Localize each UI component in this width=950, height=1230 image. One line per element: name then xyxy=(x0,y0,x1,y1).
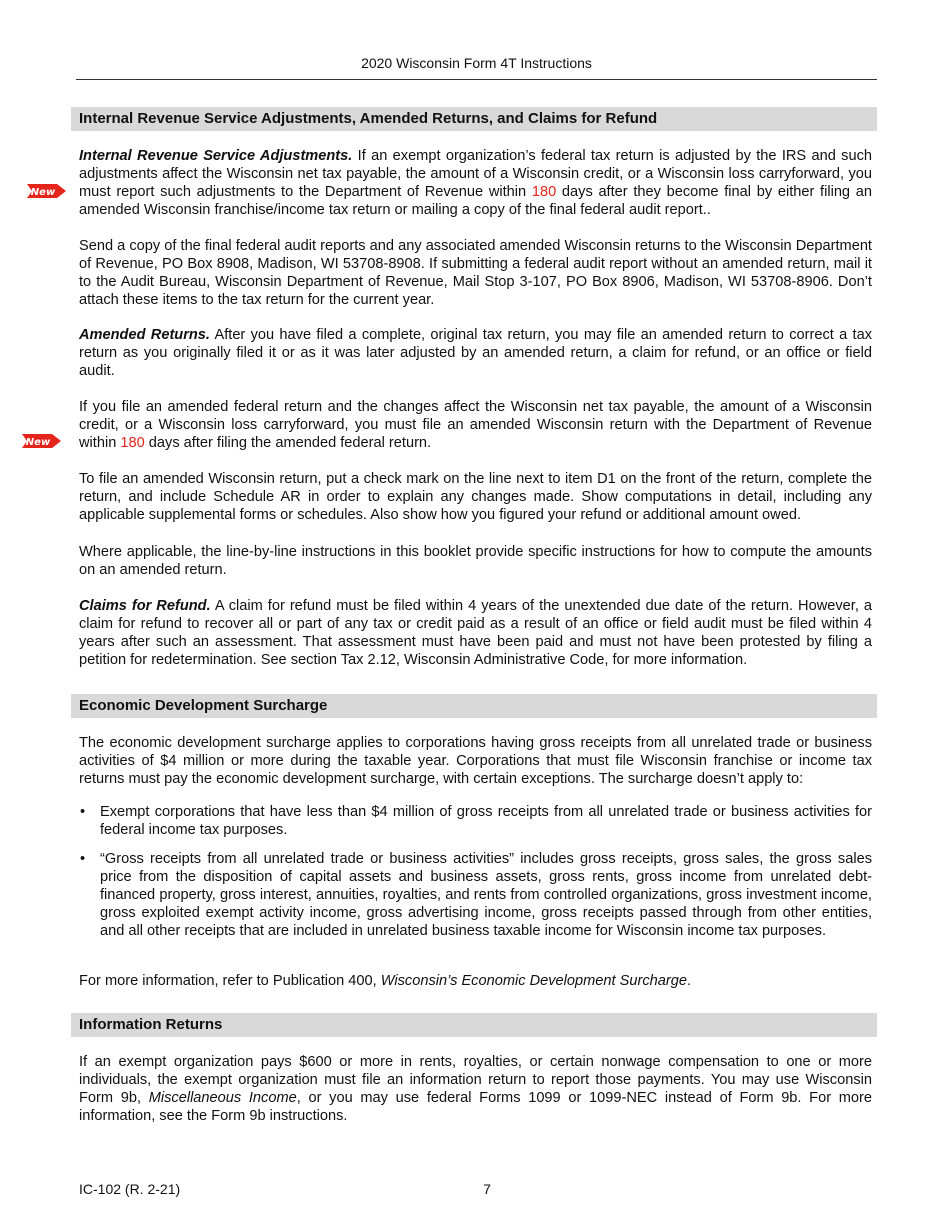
new-badge-arrow-icon xyxy=(27,183,67,199)
list-item xyxy=(79,803,872,839)
bullet-text-exempt-corporations: Exempt corporations that have less than $4 million of gross receipts from all unrelated trade or business activities for federal income tax purposes. xyxy=(100,804,872,838)
paragraph-information-returns xyxy=(79,1053,872,1125)
page-header-title: 2020 Wisconsin Form 4T Instructions xyxy=(361,55,592,71)
text-eds-more-info: For more information, refer to Publication 400, xyxy=(79,973,381,989)
text-claims-for-refund: A claim for refund must be filed within 4 years of the unextended due date of the return. However, a claim for refund to recover all or part of any tax or credit paid as a result of an office or field audit must be filed within 4 years after such an assessment. That assessment must have been paid and must not have been protested by filing a petition for redetermination. See section Tax 2.12, Wisconsin Administrative Code, for more information. xyxy=(79,598,872,668)
paragraph-amended-federal xyxy=(79,398,872,452)
days-180-highlight: 180 xyxy=(531,184,557,200)
paragraph-eds-intro: The economic development surcharge applies to corporations having gross receipts from all unrelated trade or business activities of $4 million or more during the taxable year. Corporations that must file Wisconsin franchise or income tax returns must pay the economic development surcharge, with certain exceptions. The surcharge doesn’t apply to: xyxy=(79,735,872,787)
text-irs-adjustments-a: If an exempt organization’s federal tax return is adjusted by the IRS and such adjustments affect the Wisconsin net tax payable, the amount of a Wisconsin credit, or a Wisconsin loss carryforward, you must report such adjustments to the Department of Revenue within xyxy=(79,148,872,200)
header-divider xyxy=(76,79,877,80)
lead-irs-adjustments: Internal Revenue Service Adjustments. xyxy=(79,148,353,164)
paragraph-send-audit-reports: Send a copy of the final federal audit reports and any associated amended Wisconsin returns to the Wisconsin Department of Revenue, PO Box 8908, Madison, WI 53708-8908. If submitting a federal audit report without an amended return, mail it to the Audit Bureau, Wisconsin Department of Revenue, Mail Stop 3-107, PO Box 8906, Madison, WI 53708-8906. Don’t attach these items to the tax return for the current year. xyxy=(79,238,872,308)
lead-claims-for-refund: Claims for Refund. xyxy=(79,598,211,614)
paragraph-irs-adjustments xyxy=(79,147,872,219)
new-badge-label: New xyxy=(25,437,51,448)
paragraph-amended-returns xyxy=(79,326,872,380)
bullet-text-gross-receipts: “Gross receipts from all unrelated trade or business activities” includes gross receipts, gross sales, the gross sales price from the disposition of capital assets and business assets, gross rents, gross income from unrelated debt-financed property, gross interest, annuities, royalties, and rents from controlled organizations, gross investment income, gross exploited exempt activity income, gross advertising income, gross receipts passed through from other entities, and all other receipts that are included in unrelated business taxable income for Wisconsin income tax purposes. xyxy=(100,851,872,939)
paragraph-claims-for-refund xyxy=(79,597,872,669)
days-180-highlight: 180 xyxy=(120,435,145,451)
list-item xyxy=(79,850,872,940)
paragraph-file-amended-wisconsin: To file an amended Wisconsin return, put a check mark on the line next to item D1 on the front of the return, complete the return, and include Schedule AR in order to explain any changes made. Show computations in detail, including any applicable supplemental forms or schedules. Also show how you figured your refund or additional amount owed. xyxy=(79,471,872,523)
bullet-point: • xyxy=(80,804,86,820)
paragraph-eds-more-info xyxy=(79,972,872,990)
text-eds-more-info-end: . xyxy=(686,973,692,989)
publication-title: Wisconsin’s Economic Development Surcharge xyxy=(380,973,687,989)
paragraph-where-applicable: Where applicable, the line-by-line instructions in this booklet provide specific instructions for how to compute the amounts on an amended return. xyxy=(79,544,872,578)
new-badge-label: New xyxy=(30,187,56,198)
lead-amended-returns: Amended Returns. xyxy=(79,327,210,343)
text-amended-federal-b: days after filing the amended federal return. xyxy=(144,435,432,451)
text-amended-returns: After you have filed a complete, original tax return, you may file an amended return to correct a tax return as you originally filed it or as it was later adjusted by an amended return, a claim for refund, or an office or field audit. xyxy=(79,327,872,379)
bullet-point: • xyxy=(80,851,86,867)
section-heading-irs: Internal Revenue Service Adjustments, Amended Returns, and Claims for Refund xyxy=(71,107,877,131)
section-heading-eds: Economic Development Surcharge xyxy=(71,694,877,718)
footer-form-id: IC-102 (R. 2-21) xyxy=(79,1181,181,1197)
form-9b-title: Miscellaneous Income xyxy=(148,1090,297,1106)
new-badge-arrow-icon xyxy=(22,433,62,449)
text-amended-federal-a: If you file an amended federal return and the changes affect the Wisconsin net tax payable, the amount of a Wisconsin credit, or a Wisconsin loss carryforward, you must file an amended Wisconsin return with the Department of Revenue within xyxy=(79,399,872,451)
section-heading-information-returns: Information Returns xyxy=(71,1013,877,1037)
text-irs-adjustments-b: days after they become final by either filing an amended Wisconsin franchise/income tax return or mailing a copy of the final federal audit report.. xyxy=(79,184,872,218)
footer-page-number: 7 xyxy=(483,1181,491,1197)
text-information-returns-b: , or you may use federal Forms 1099 or 1099-NEC instead of Form 9b. For more information, see the Form 9b instructions. xyxy=(79,1090,872,1124)
text-information-returns-a: If an exempt organization pays $600 or more in rents, royalties, or certain nonwage compensation to one or more individuals, the exempt organization must file an information return to report those payments. You may use Wisconsin Form 9b, xyxy=(79,1054,872,1106)
